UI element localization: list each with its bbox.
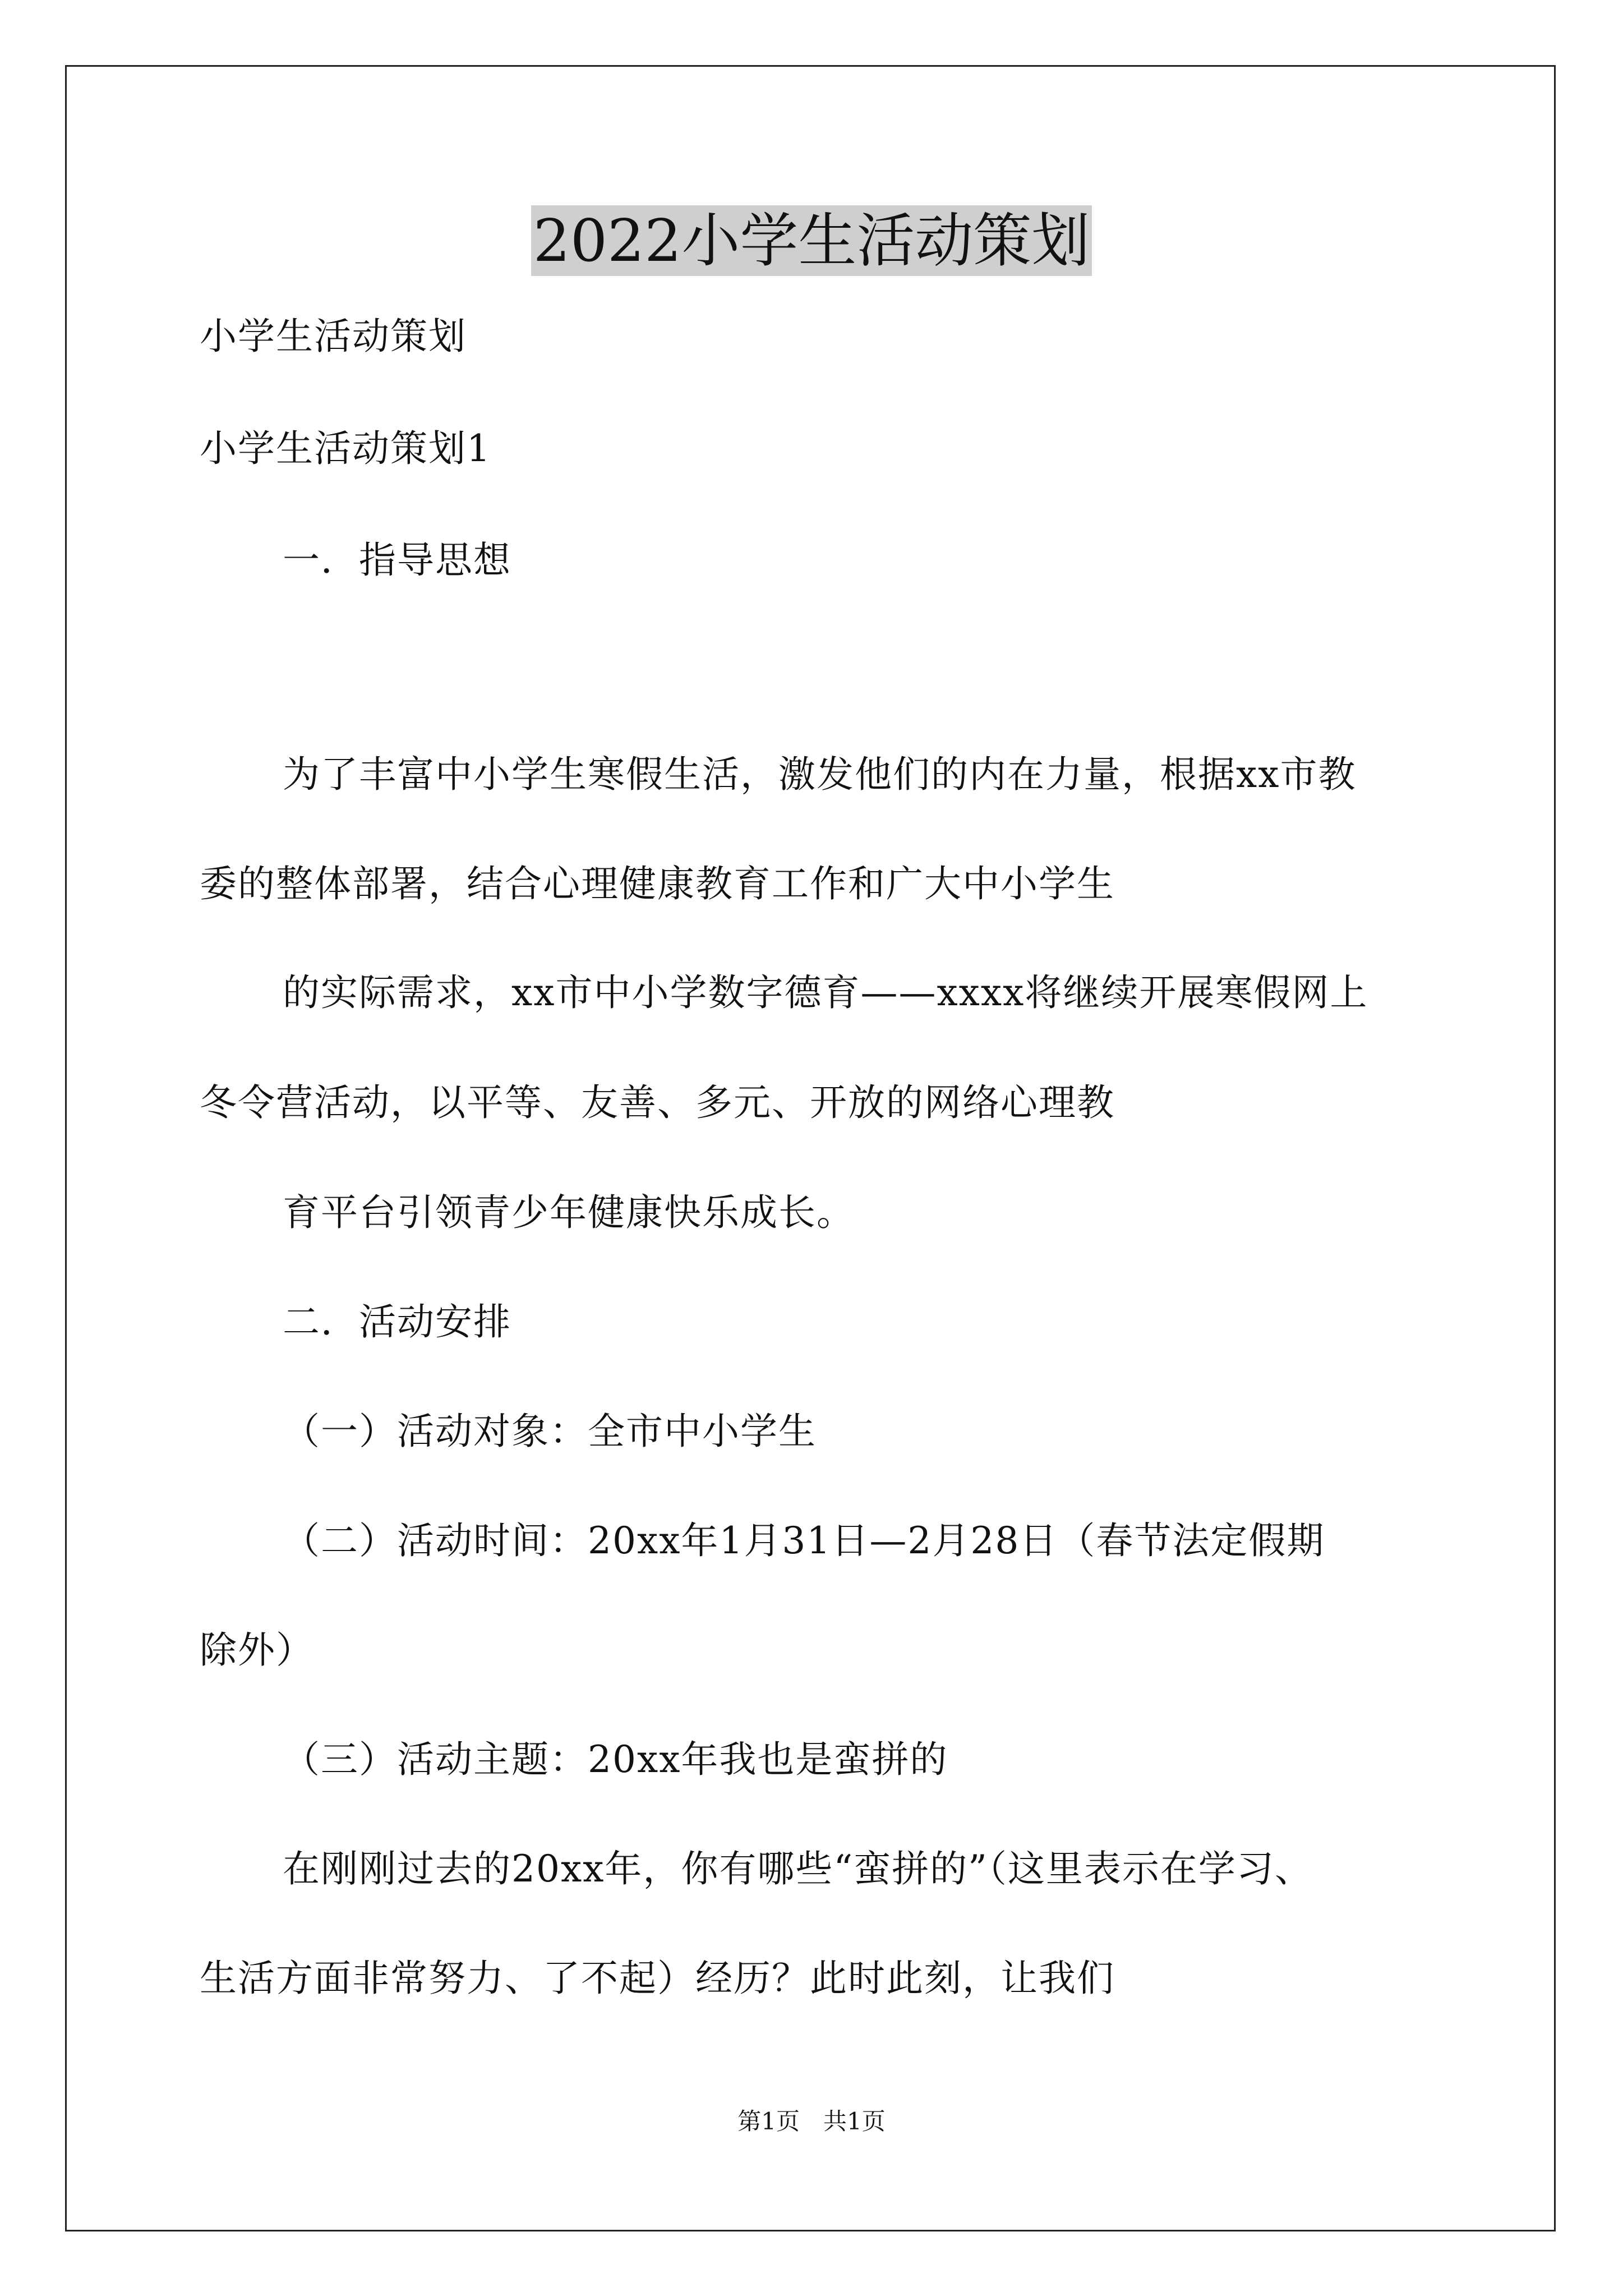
body-line: 为了丰富中小学生寒假生活，激发他们的内在力量，根据xx市教 xyxy=(283,753,1357,796)
body-line: （二）活动时间：20xx年1月31日—2月28日（春节法定假期 xyxy=(283,1519,1325,1562)
section-heading: 二．活动安排 xyxy=(283,1300,511,1343)
body-line: （一）活动对象：全市中小学生 xyxy=(283,1410,817,1453)
body-line: 除外） xyxy=(200,1628,314,1672)
page-footer: 第1页 共1页 xyxy=(737,2108,886,2135)
section-heading: 一．指导思想 xyxy=(283,539,511,582)
document-title: 2022小学生活动策划 xyxy=(531,205,1092,276)
page-border xyxy=(65,65,1556,2231)
body-line: 冬令营活动，以平等、友善、多元、开放的网络心理教 xyxy=(200,1081,1115,1124)
body-line: 小学生活动策划 xyxy=(200,315,467,358)
body-line: （三）活动主题：20xx年我也是蛮拼的 xyxy=(283,1738,948,1781)
body-line: 育平台引领青少年健康快乐成长。 xyxy=(283,1191,855,1234)
title-container xyxy=(0,205,1623,276)
body-line: 委的整体部署，结合心理健康教育工作和广大中小学生 xyxy=(200,862,1115,905)
body-line: 的实际需求，xx市中小学数字德育——xxxx将继续开展寒假网上 xyxy=(283,971,1368,1014)
body-line: 小学生活动策划1 xyxy=(200,427,491,470)
body-line: 在刚刚过去的20xx年，你有哪些“蛮拼的”（这里表示在学习、 xyxy=(283,1847,1313,1890)
body-line: 生活方面非常努力、了不起）经历？此时此刻，让我们 xyxy=(200,1957,1115,2000)
